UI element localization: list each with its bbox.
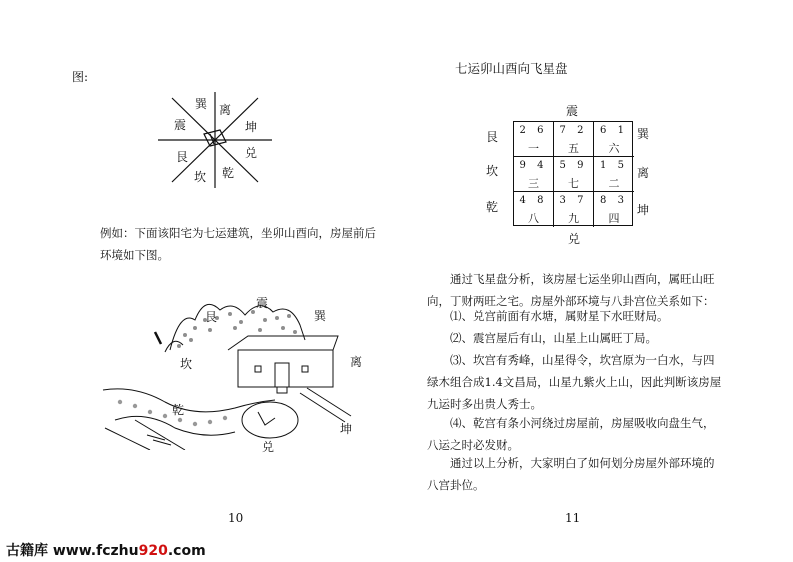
cell-palace: 六	[608, 142, 620, 155]
site-www: www.	[52, 543, 97, 559]
chart-outer-bottom: 兑	[568, 232, 581, 246]
grid-cell	[554, 192, 594, 227]
grid-cell	[554, 122, 594, 157]
scene-label-qian: 乾	[172, 403, 185, 417]
compass-label-zhen: 震	[174, 118, 187, 132]
cell-stars: 1 5	[600, 160, 628, 171]
grid-cell	[514, 192, 554, 227]
cell-palace: 五	[568, 142, 579, 155]
cell-stars: 3 7	[559, 195, 588, 206]
compass-label-li: 离	[219, 103, 232, 117]
cell-palace: 四	[608, 212, 620, 225]
figure-label: 图:	[72, 70, 89, 84]
grid-cell	[594, 192, 634, 227]
chart-outer-right-3: 坤	[637, 203, 650, 217]
chart-outer-left-1: 艮	[486, 130, 499, 144]
site-domain-num: 920	[138, 543, 168, 559]
grid-cell	[594, 122, 634, 157]
bagua-compass-diagram	[150, 90, 280, 190]
cell-palace: 七	[568, 177, 579, 190]
chart-outer-left-2: 坎	[486, 164, 499, 178]
cell-stars: 8 3	[600, 195, 628, 206]
site-domain-b: .com	[167, 543, 206, 559]
analysis-point-4: ⑷、乾宫有条小河绕过房屋前，房屋吸收向盘生气，八运之时必发财。	[427, 416, 715, 452]
chart-outer-right-1: 巽	[637, 127, 650, 141]
site-name: 古籍库	[6, 543, 48, 559]
grid-cell	[594, 157, 634, 192]
flying-star-grid	[513, 121, 633, 226]
grid-cell	[554, 157, 594, 192]
cell-palace: 九	[568, 212, 579, 225]
scene-label-li: 离	[350, 355, 363, 369]
example-text: 例如：下面该阳宅为七运建筑，坐卯山酉向，房屋前后环境如下图。	[100, 226, 376, 262]
scene-label-gen: 艮	[205, 310, 218, 324]
scene-label-kan: 坎	[180, 357, 193, 371]
compass-label-qian: 乾	[222, 166, 235, 180]
cell-stars: 5 9	[559, 160, 588, 171]
cell-palace: 三	[528, 177, 539, 190]
cell-stars: 6 1	[600, 125, 628, 136]
cell-palace: 一	[528, 142, 539, 155]
page-number-right: 11	[565, 511, 581, 525]
cell-stars: 2 6	[519, 125, 548, 136]
scene-label-dui: 兑	[262, 440, 275, 454]
cell-palace: 二	[608, 177, 620, 190]
chart-outer-top: 震	[566, 104, 579, 118]
compass-label-gen: 艮	[176, 150, 189, 164]
compass-label-kun: 坤	[245, 120, 258, 134]
chart-outer-right-2: 离	[637, 166, 650, 180]
site-watermark	[6, 540, 206, 560]
analysis-point-2: ⑵、震宫屋后有山，山星上山属旺丁局。	[450, 331, 657, 345]
site-domain-a: fczhu	[96, 543, 139, 559]
cell-stars: 9 4	[519, 160, 548, 171]
compass-label-kan: 坎	[194, 170, 207, 184]
cell-stars: 4 8	[519, 195, 548, 206]
grid-cell	[514, 122, 554, 157]
page-number-left: 10	[228, 511, 244, 525]
scene-label-kun: 坤	[340, 422, 353, 436]
flying-star-title: 七运卯山酉向飞星盘	[455, 61, 568, 76]
analysis-paragraph: 通过飞星盘分析，该房屋七运坐卯山酉向，属旺山旺向，丁财两旺之宅。房屋外部环境与八卦宫位关系如下：	[427, 272, 715, 308]
analysis-conclusion: 通过以上分析，大家明白了如何划分房屋外部环境的八宫卦位。	[427, 456, 715, 492]
compass-label-dui: 兑	[245, 146, 258, 160]
cell-palace: 八	[528, 212, 539, 225]
grid-cell	[514, 157, 554, 192]
cell-stars: 7 2	[559, 125, 588, 136]
analysis-point-1: ⑴、兑宫前面有水塘，属财星下水旺财局。	[450, 309, 669, 323]
analysis-point-3: ⑶、坎宫有秀峰，山星得令，坎宫原为一白水，与四绿木组合成1.4文昌局，山星九紫火上山，因此判断该房屋九运时多出贵人秀士。	[427, 353, 722, 411]
chart-outer-left-3: 乾	[486, 200, 499, 214]
scene-label-xun: 巽	[314, 309, 327, 323]
compass-label-xun: 巽	[195, 97, 208, 111]
scene-label-zhen: 震	[256, 296, 269, 310]
